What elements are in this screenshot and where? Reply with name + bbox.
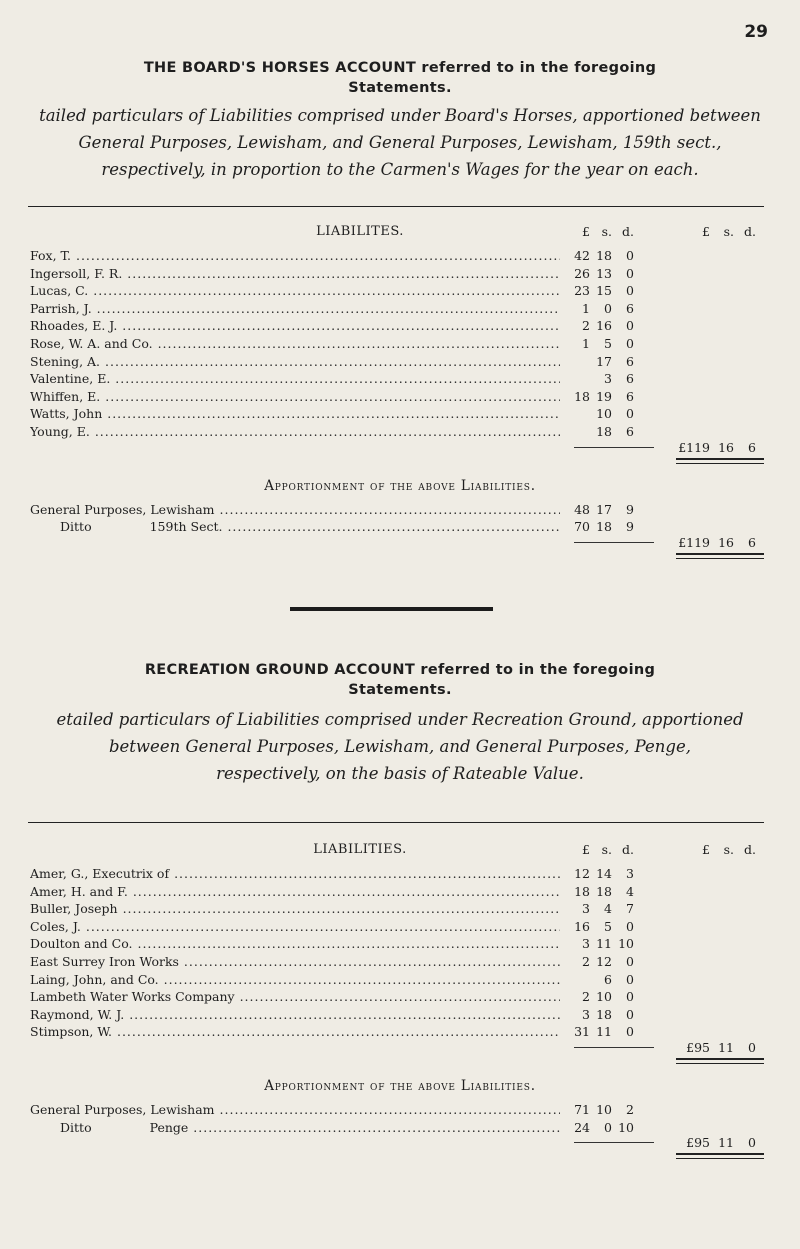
recreation-liability-shillings: 10	[596, 989, 612, 1005]
horses-liability-shillings: 18	[596, 424, 612, 439]
recreation-heading	[0, 660, 800, 700]
recreation-liability-name: Doulton and Co. .....	[30, 936, 560, 951]
horses-apportionment-label: 159th Sect.	[149, 519, 223, 535]
horses-apportionment-subtotal-rule	[574, 542, 654, 543]
horses-liability-pence: 0	[626, 406, 634, 422]
horses-subtotal-rule	[574, 447, 654, 448]
section-divider-bar	[290, 607, 493, 611]
recreation-liability-pounds: 3	[582, 1006, 590, 1022]
recreation-liability-name: Lambeth Water Works Company .....	[30, 989, 560, 1004]
recreation-liability-name: Amer, G., Executrix of .....	[30, 866, 560, 881]
horses-section	[0, 58, 800, 183]
horses-liability-name: Watts, John .....	[30, 406, 560, 421]
horses-liability-name: Parrish, J. .....	[30, 301, 560, 316]
recreation-total-double-rule	[676, 1058, 764, 1064]
horses-liability-pounds: 26	[574, 265, 590, 281]
recreation-liability-pence: 0	[626, 918, 634, 934]
horses-liability-pounds: 1	[582, 300, 590, 316]
horses-liability-pence: 0	[626, 283, 634, 299]
recreation-col-pound: £	[582, 842, 590, 857]
horses-liability-pence: 6	[626, 353, 634, 369]
horses-col-shillings-total: s.	[723, 224, 734, 239]
recreation-apportionment-shillings: 0	[604, 1119, 612, 1135]
recreation-liability-name: Laing, John, and Co. .....	[30, 972, 560, 987]
horses-apportionment-shillings: 17	[596, 501, 612, 517]
recreation-liability-shillings: 11	[596, 1024, 612, 1040]
recreation-liability-pence: 0	[626, 971, 634, 987]
horses-sub-line1: tailed particulars of Liabilities comprised under Board's Horses, apportioned between	[39, 106, 761, 125]
recreation-liability-pence: 0	[626, 1024, 634, 1040]
horses-liability-pence: 0	[626, 318, 634, 334]
horses-total-pounds: £119	[678, 439, 710, 455]
recreation-subheading	[6, 706, 794, 787]
recreation-apportionment-name: General Purposes, Lewisham .....	[30, 1102, 560, 1117]
recreation-col-shillings-total: s.	[723, 842, 734, 857]
horses-liability-pence: 6	[626, 388, 634, 404]
recreation-liability-pounds: 3	[582, 936, 590, 952]
horses-liability-shillings: 10	[596, 406, 612, 422]
horses-apportionment-name: General Purposes, Lewisham .....	[30, 502, 560, 517]
recreation-col-shillings: s.	[601, 842, 612, 857]
horses-liability-pence: 6	[626, 300, 634, 316]
horses-total-pence: 6	[748, 439, 756, 455]
horses-apportionment-pounds: 48	[574, 501, 590, 517]
recreation-sub-line1: etailed particulars of Liabilities comprised under Recreation Ground, apportioned	[56, 710, 744, 729]
horses-heading-line1: THE BOARD'S HORSES ACCOUNT referred to in the foregoing	[143, 60, 657, 76]
recreation-apportionment-name	[30, 1120, 560, 1135]
horses-liability-name: Valentine, E. .....	[30, 371, 560, 386]
recreation-table-label: LIABILITIES.	[313, 842, 407, 857]
recreation-apportionment-total-shillings: 11	[718, 1135, 734, 1151]
horses-top-rule	[28, 206, 764, 207]
horses-apportionment-pounds: 70	[574, 519, 590, 535]
horses-liability-name: Rose, W. A. and Co. .....	[30, 336, 560, 351]
horses-liability-pence: 6	[626, 424, 634, 439]
recreation-liability-shillings: 14	[596, 866, 612, 881]
recreation-sub-line3: respectively, on the basis of Rateable Value.	[216, 764, 584, 783]
horses-liability-pence: 6	[626, 371, 634, 387]
horses-liability-pence: 0	[626, 336, 634, 351]
horses-apportionment-total-pounds: £119	[678, 534, 710, 550]
horses-apportionment-name	[30, 519, 560, 534]
recreation-apportionment-total-pence: 0	[748, 1135, 756, 1151]
recreation-liability-pounds: 2	[582, 954, 590, 969]
horses-liability-pence: 0	[626, 248, 634, 263]
horses-apportionment-pence: 9	[626, 501, 634, 517]
page-number: 29	[744, 22, 768, 42]
recreation-apportionment-total-double-rule	[676, 1153, 764, 1159]
horses-liability-shillings: 17	[596, 353, 612, 369]
horses-table-label: LIABILITES.	[316, 224, 404, 239]
horses-liability-name: Stening, A. .....	[30, 354, 560, 369]
horses-liability-shillings: 15	[596, 283, 612, 299]
recreation-liability-pence: 0	[626, 954, 634, 969]
recreation-liability-pence: 0	[626, 989, 634, 1005]
recreation-liability-pounds: 12	[574, 866, 590, 881]
recreation-liability-name: East Surrey Iron Works .....	[30, 954, 560, 969]
horses-liability-name: Young, E. .....	[30, 424, 560, 439]
horses-liability-name: Ingersoll, F. R. .....	[30, 266, 560, 281]
horses-liability-name: Lucas, C. .....	[30, 283, 560, 298]
recreation-apportionment-title: Apportionment of the above Liabilities.	[264, 1078, 536, 1094]
recreation-apportionment-shillings: 10	[596, 1102, 612, 1117]
recreation-liability-shillings: 18	[596, 883, 612, 899]
recreation-liability-pence: 10	[618, 936, 634, 952]
recreation-total-pounds: £95	[686, 1040, 710, 1055]
recreation-liability-pence: 4	[626, 883, 634, 899]
horses-liability-pounds: 18	[574, 388, 590, 404]
horses-sub-line3: respectively, in proportion to the Carmen's Wages for the year on each.	[101, 160, 699, 179]
horses-total-shillings: 16	[718, 439, 734, 455]
recreation-apportionment-pounds: 24	[574, 1119, 590, 1135]
horses-liability-pounds: 2	[582, 318, 590, 334]
horses-ditto-label: Ditto	[60, 519, 92, 535]
recreation-liability-shillings: 18	[596, 1006, 612, 1022]
recreation-col-pound-total: £	[702, 842, 710, 857]
horses-liability-name: Rhoades, E. J. .....	[30, 318, 560, 333]
recreation-liability-name: Stimpson, W. .....	[30, 1024, 560, 1039]
horses-subheading	[6, 102, 794, 183]
horses-liability-shillings: 3	[604, 371, 612, 387]
recreation-liability-shillings: 11	[596, 936, 612, 952]
recreation-liability-shillings: 6	[604, 971, 612, 987]
recreation-col-pence-total: d.	[744, 842, 756, 857]
recreation-ditto-label: Ditto	[60, 1119, 92, 1135]
horses-liability-shillings: 19	[596, 388, 612, 404]
horses-total-double-rule	[676, 458, 764, 464]
horses-liability-shillings: 16	[596, 318, 612, 334]
horses-col-pence: d.	[622, 224, 634, 239]
horses-liability-pounds: 23	[574, 283, 590, 299]
horses-liability-pounds: 42	[574, 248, 590, 263]
recreation-apportionment-pounds: 71	[574, 1102, 590, 1117]
horses-apportionment-shillings: 18	[596, 519, 612, 535]
recreation-liability-name: Raymond, W. J. .....	[30, 1007, 560, 1022]
horses-col-pound-total: £	[702, 224, 710, 239]
recreation-liability-name: Amer, H. and F. .....	[30, 884, 560, 899]
recreation-total-shillings: 11	[718, 1040, 734, 1055]
recreation-col-pence: d.	[622, 842, 634, 857]
recreation-apportionment-pence: 2	[626, 1102, 634, 1117]
recreation-liability-shillings: 4	[604, 901, 612, 917]
horses-apportionment-pence: 9	[626, 519, 634, 535]
recreation-total-pence: 0	[748, 1040, 756, 1055]
recreation-liability-pence: 0	[626, 1006, 634, 1022]
horses-heading	[0, 58, 800, 98]
recreation-liability-name: Coles, J. .....	[30, 919, 560, 934]
horses-liability-shillings: 18	[596, 248, 612, 263]
horses-apportionment-total-shillings: 16	[718, 534, 734, 550]
horses-col-shillings: s.	[601, 224, 612, 239]
horses-heading-line2: Statements.	[348, 80, 452, 96]
recreation-liability-shillings: 12	[596, 954, 612, 969]
horses-sub-line2: General Purposes, Lewisham, and General Purposes, Lewisham, 159th sect.,	[78, 133, 722, 152]
horses-liability-name: Whiffen, E. .....	[30, 389, 560, 404]
horses-liability-pounds: 1	[582, 336, 590, 351]
recreation-section	[0, 660, 800, 787]
recreation-apportionment-total-pounds: £95	[686, 1135, 710, 1151]
recreation-sub-line2: between General Purposes, Lewisham, and General Purposes, Penge,	[108, 737, 692, 756]
recreation-liability-pence: 3	[626, 866, 634, 881]
recreation-heading-line2: Statements.	[348, 682, 452, 698]
recreation-liability-pounds: 18	[574, 883, 590, 899]
horses-col-pound: £	[582, 224, 590, 239]
recreation-liability-name: Buller, Joseph .....	[30, 901, 560, 916]
horses-liability-pence: 0	[626, 265, 634, 281]
recreation-apportionment-label: Penge	[149, 1119, 189, 1135]
recreation-apportionment-pence: 10	[618, 1119, 634, 1135]
recreation-liability-pounds: 3	[582, 901, 590, 917]
horses-apportionment-total-double-rule	[676, 553, 764, 559]
horses-liability-shillings: 0	[604, 300, 612, 316]
recreation-liability-pounds: 16	[574, 918, 590, 934]
horses-liability-shillings: 5	[604, 336, 612, 351]
recreation-liability-pounds: 31	[574, 1024, 590, 1040]
horses-apportionment-total-pence: 6	[748, 534, 756, 550]
recreation-heading-line1: RECREATION GROUND ACCOUNT referred to in the foregoing	[144, 662, 656, 678]
horses-liability-shillings: 13	[596, 265, 612, 281]
recreation-top-rule	[28, 822, 764, 823]
recreation-apportionment-subtotal-rule	[574, 1142, 654, 1143]
horses-apportionment-title: Apportionment of the above Liabilities.	[264, 477, 536, 494]
recreation-liability-pence: 7	[626, 901, 634, 917]
recreation-liability-pounds: 2	[582, 989, 590, 1005]
recreation-liability-shillings: 5	[604, 918, 612, 934]
horses-liability-name: Fox, T. .....	[30, 248, 560, 263]
recreation-subtotal-rule	[574, 1047, 654, 1048]
horses-col-pence-total: d.	[744, 224, 756, 239]
